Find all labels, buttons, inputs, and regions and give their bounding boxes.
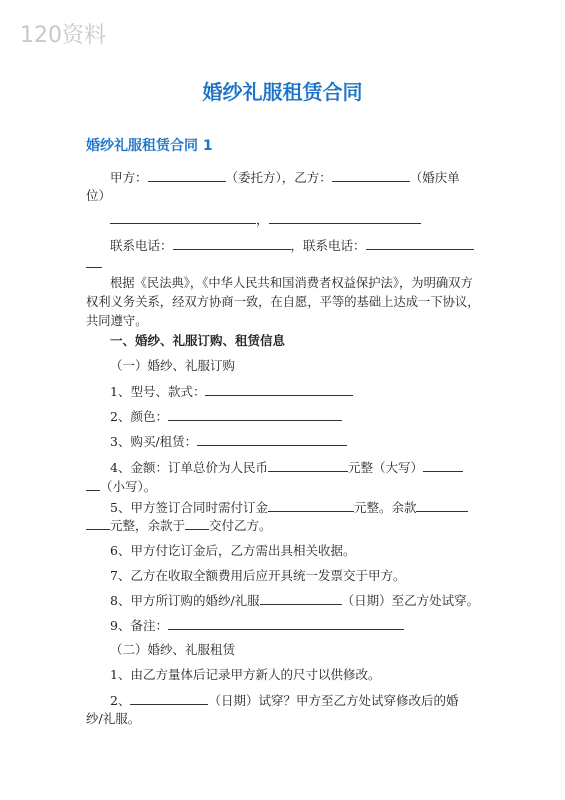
item-4 — [86, 458, 480, 478]
phone-a-blank — [173, 237, 291, 250]
item-8-label: 8、甲方所订购的婚纱/礼服 — [110, 593, 260, 608]
item-7: 7、乙方在收取全额费用后应开具统一发票交于甲方。 — [110, 568, 406, 583]
section-1-heading: 一、婚纱、礼服订购、租赁信息 — [110, 333, 286, 348]
item-4-lowercase-blank — [86, 478, 100, 491]
rental-item-2-text: （日期）试穿？甲方至乙方处试穿修改后的婚 — [208, 693, 459, 708]
item-4-label: 4、金额：订单总价为人民币 — [110, 460, 268, 475]
rental-item-2-date-blank — [130, 692, 208, 705]
item-5 — [86, 498, 480, 518]
rental-item-2-cont: 纱/礼服。 — [86, 711, 141, 726]
rental-item-2-label: 2、 — [110, 693, 131, 708]
item-5-date-blank — [185, 517, 209, 530]
item-5-deliver-label: 交付乙方。 — [209, 518, 272, 533]
party-a-blank — [148, 169, 226, 182]
item-1-blank — [205, 383, 353, 396]
item-5-balance-blank-cont — [86, 517, 110, 530]
item-4-uppercase-blank — [423, 459, 463, 472]
phone-b-blank — [366, 237, 474, 250]
address-line — [86, 210, 480, 230]
phone-a-label: 联系电话： — [110, 238, 173, 253]
contract-subtitle: 婚纱礼服租赁合同 1 — [86, 138, 213, 154]
party-a-role: （委托方），乙方： — [225, 170, 332, 185]
item-1-label: 1、型号、款式： — [110, 384, 206, 399]
item-9-label: 9、备注： — [110, 618, 168, 633]
item-5-label: 5、甲方签订合同时需付订金 — [110, 500, 268, 515]
phone-b-blank-cont — [86, 255, 102, 268]
item-5-deposit-blank — [268, 499, 354, 512]
address-a-blank — [110, 211, 256, 224]
item-3-label: 3、购买/租赁： — [110, 434, 198, 449]
item-4-lowercase-label: （小写）。 — [100, 479, 157, 494]
address-comma: ， — [256, 212, 269, 227]
parties-line — [86, 168, 480, 188]
item-3-blank — [197, 433, 347, 446]
phone-line-cont — [86, 254, 480, 274]
item-5-balance-label: 元整。余款 — [353, 500, 417, 515]
party-b-role-cont: 位） — [86, 188, 112, 203]
subsection-2: （二）婚纱、礼服租赁 — [110, 642, 236, 657]
item-9-blank — [168, 617, 404, 630]
item-5-balance-blank — [416, 499, 468, 512]
phone-line — [86, 236, 480, 256]
item-8-date-blank — [260, 592, 342, 605]
phone-b-label: ，联系电话： — [290, 238, 366, 253]
address-b-blank — [269, 211, 421, 224]
item-8 — [86, 591, 480, 611]
item-2-label: 2、颜色： — [110, 409, 168, 424]
item-9 — [86, 616, 480, 636]
item-1 — [86, 382, 480, 402]
party-a-label: 甲方： — [110, 170, 148, 185]
item-4-uppercase-label: 元整（大写） — [347, 460, 423, 475]
item-4-cont — [86, 477, 480, 497]
item-8-tryon-label: （日期）至乙方处试穿。 — [341, 593, 480, 608]
item-3 — [86, 432, 480, 452]
preamble: 根据《民法典》，《中华人民共和国消费者权益保护法》，为明确双方权利义务关系，经双方协商一致，在自愿，平等的基础上达成一下协议，共同遵守。 — [86, 276, 480, 328]
item-4-amount-blank — [268, 459, 348, 472]
item-2-blank — [168, 408, 342, 421]
item-6: 6、甲方付讫订金后，乙方需出具相关收据。 — [110, 543, 356, 558]
party-b-role: （婚庆单 — [409, 170, 460, 185]
party-b-blank — [332, 169, 410, 182]
page-title: 婚纱礼服租赁合同 — [202, 80, 363, 104]
watermark: 120资料 — [20, 23, 106, 48]
item-5-due-label: 元整，余款于 — [110, 518, 186, 533]
rental-item-1: 1、由乙方量体后记录甲方新人的尺寸以供修改。 — [110, 667, 381, 682]
item-5-cont — [86, 516, 480, 536]
item-2 — [86, 407, 480, 427]
rental-item-2 — [86, 691, 480, 711]
subsection-1: （一）婚纱、礼服订购 — [110, 358, 236, 373]
